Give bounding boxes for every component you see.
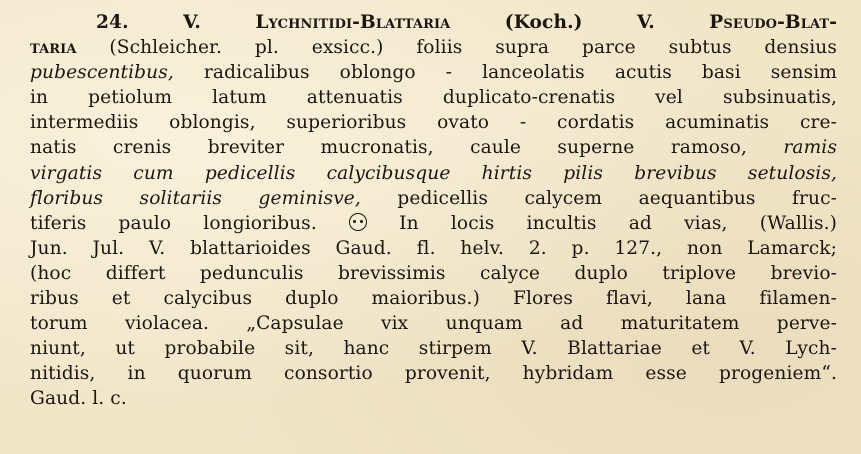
entry-line-5: intermediis oblongis, superioribus ovato - cordatis acuminatis cre-	[30, 112, 837, 134]
author-citation: (Koch.)	[504, 12, 583, 33]
entry-line-10: Jun. Jul. V. blattarioides Gaud. fl. helv. 2. p. 127., non Lamarck;	[30, 237, 837, 259]
genus-abbrev: V.	[183, 12, 201, 33]
entry-line-7: virgatis cum pedicellis calycibusque hirtis pilis brevibus setulosis,	[30, 162, 837, 184]
entry-line-13: torum violacea. „Capsulae vix unquam ad maturitatem perve-	[30, 313, 837, 335]
synonym-name-end: taria	[30, 37, 77, 59]
entry-number: 24.	[96, 12, 129, 33]
entry-line-9	[30, 211, 837, 236]
entry-text: In locis incultis ad vias, (Wallis.)	[399, 212, 838, 234]
entry-text-italic: floribus solitariis geminisve,	[30, 187, 361, 209]
entry-line-11: (hoc differt pedunculis brevissimis calyce duplo triplove brevio-	[30, 262, 837, 284]
entry-text: (Schleicher. pl. exsicc.) foliis supra parce subtus densius	[109, 37, 838, 59]
entry-text: pedicellis calycem aequantibus fruc-	[397, 187, 837, 209]
entry-text: natis crenis breviter mucronatis, caule superne ramoso,	[30, 137, 747, 159]
entry-line-12: ribus et calycibus duplo maioribus.) Flores flavi, lana filamen-	[30, 288, 837, 310]
synonym-name: Pseudo-Blat-	[709, 12, 838, 33]
entry-text-italic: pubescentibus,	[30, 62, 174, 84]
entry-line-8	[30, 186, 837, 211]
entry-line-4: in petiolum latum attenuatis duplicato-crenatis vel subsinuatis,	[30, 87, 837, 109]
entry-line-6	[30, 135, 837, 160]
entry-text: tiferis paulo longioribus.	[30, 212, 317, 234]
entry-line-15: nitidis, in quorum consortio provenit, hybridam esse progeniem“.	[30, 363, 837, 385]
entry-line-14: niunt, ut probabile sit, hanc stirpem V. Blattariae et V. Lych-	[30, 338, 837, 360]
entry-line-1	[30, 10, 837, 35]
entry-line-16: Gaud. l. c.	[30, 388, 127, 410]
entry-line-3	[30, 60, 837, 85]
entry-text: radicalibus oblongo - lanceolatis acutis basi sensim	[203, 62, 838, 84]
entry-line-2	[30, 35, 837, 60]
species-entry	[30, 10, 837, 412]
species-name-hybrid: Lychnitidi-Blattaria	[255, 12, 451, 33]
entry-text-italic: ramis	[783, 137, 838, 159]
biennial-symbol-icon	[349, 213, 367, 231]
genus-abbrev-synonym: V.	[636, 12, 655, 33]
